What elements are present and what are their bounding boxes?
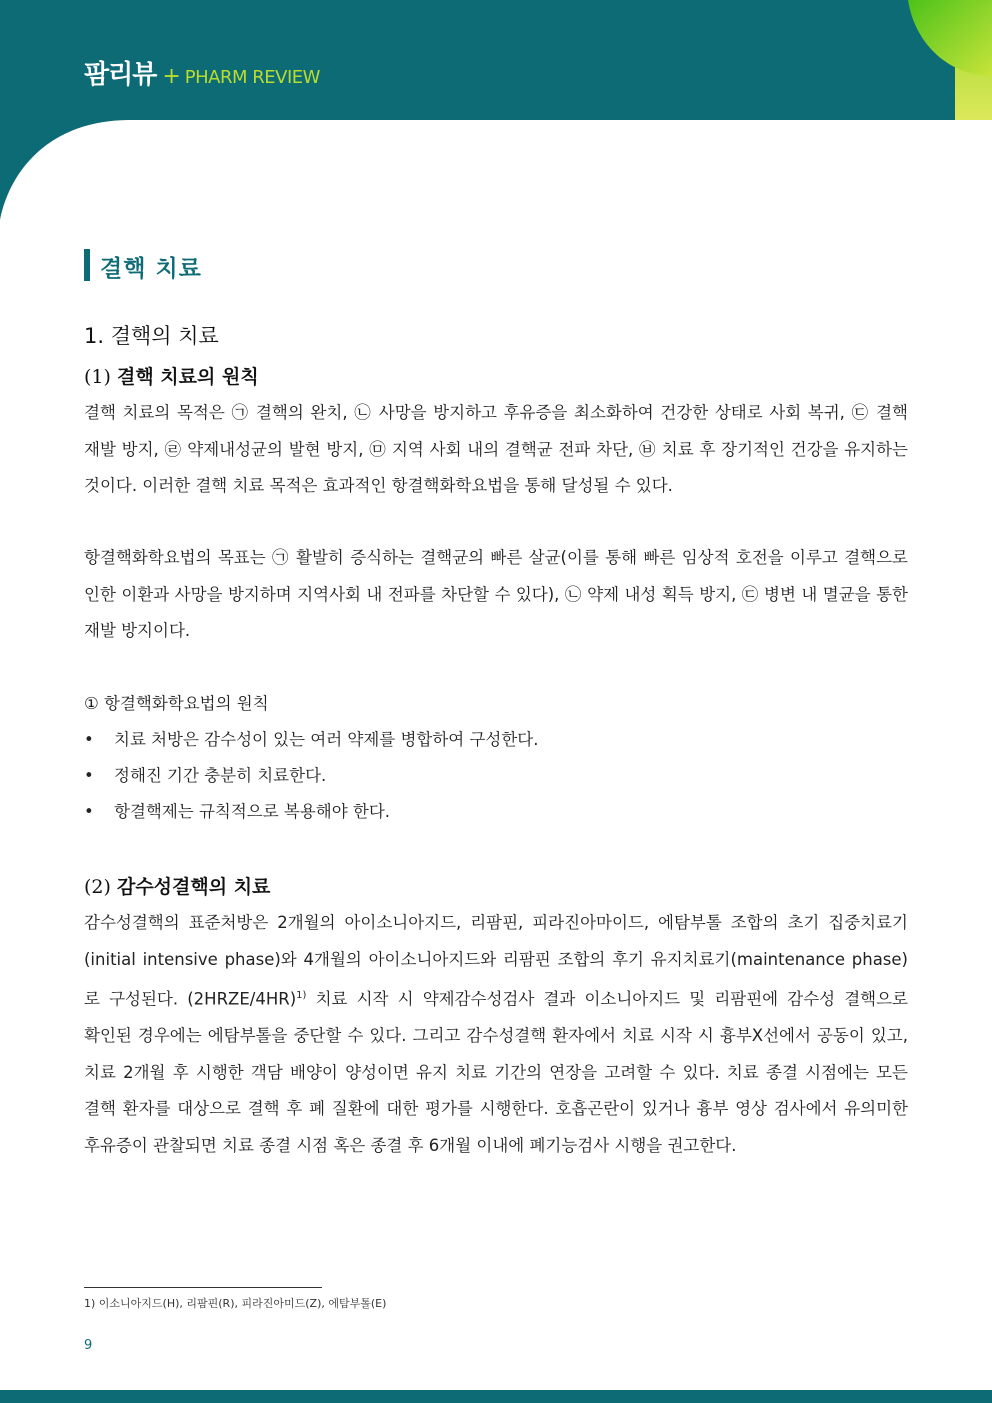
section-title-bar bbox=[84, 249, 90, 281]
footer-bar bbox=[0, 1390, 992, 1403]
subheading-2-title: 감수성결핵의 치료 bbox=[116, 876, 271, 898]
bullet-text: 치료 처방은 감수성이 있는 여러 약제를 병합하여 구성한다. bbox=[114, 730, 539, 749]
bullet-item bbox=[84, 798, 390, 822]
paragraph-susceptible-tb-part2: 치료 시작 시 약제감수성검사 결과 이소니아지드 및 리팜핀에 감수성 결핵으로 확인된 경우에는 에탐부톨을 중단할 수 있다. 그리고 감수성결핵 환자에서 치료 시작 시 흉부X선에서 공동이 있고, 치료 2개월 후 시행한 객담 배양이 양성이면 유지 치료 기간의 연장을 고려할 수 있다. 치료 종결 시점에는 모든 결핵 환자를 대상으로 결핵 후 폐 질환에 대한 평가를 시행한다. 호흡곤란이 있거나 흉부 영상 검사에서 유의미한 후유증이 관찰되면 치료 종결 시점 혹은 종결 후 6개월 이내에 폐기능검사 시행을 권고한다. bbox=[84, 989, 908, 1155]
bullet-item bbox=[84, 762, 326, 786]
bullet-symbol: • bbox=[84, 766, 94, 785]
footnote: 1) 이소니아지드(H), 리팜핀(R), 피라진아미드(Z), 에탐부톨(E) bbox=[84, 1297, 387, 1310]
subheading-1-title: 결핵 치료의 원칙 bbox=[116, 366, 259, 388]
bullet-text: 정해진 기간 충분히 치료한다. bbox=[114, 766, 327, 785]
subheading-2-number: (2) bbox=[84, 876, 111, 898]
brand-plus: + bbox=[162, 64, 181, 89]
bullet-item bbox=[84, 726, 539, 750]
bullet-symbol: • bbox=[84, 802, 94, 821]
bullet-symbol: • bbox=[84, 730, 94, 749]
subheading-1-number: (1) bbox=[84, 366, 111, 388]
footnote-divider bbox=[84, 1287, 322, 1288]
principle-heading: ① 항결핵화학요법의 원칙 bbox=[84, 694, 269, 713]
bullet-text: 항결핵제는 규칙적으로 복용해야 한다. bbox=[114, 802, 391, 821]
subheading-1 bbox=[84, 362, 259, 389]
paragraph-susceptible-tb-part1: 감수성결핵의 표준처방은 2개월의 아이소니아지드, 리팜핀, 피라진아마이드, 에탐부톨 조합의 초기 집중치료기(initial intensive phase)와 4개월의 아이소니아지드와 리팜핀 조합의 후기 유지치료기(maintenance phase)로 구성된다. (2HRZE/4HR) bbox=[84, 913, 908, 1009]
subheading-2 bbox=[84, 872, 270, 899]
heading-1: 1. 결핵의 치료 bbox=[84, 324, 219, 348]
brand-english: PHARM REVIEW bbox=[184, 67, 320, 88]
paragraph-chemotherapy-goals: 항결핵화학요법의 목표는 ㉠ 활발히 증식하는 결핵균의 빠른 살균(이를 통해 빠른 임상적 호전을 이루고 결핵으로 인한 이환과 사망을 방지하며 지역사회 내 전파를 차단할 수 있다), ㉡ 약제 내성 획득 방지, ㉢ 병변 내 멸균을 통한 재발 방지이다. bbox=[84, 548, 908, 640]
paragraph-treatment-goals: 결핵 치료의 목적은 ㉠ 결핵의 완치, ㉡ 사망을 방지하고 후유증을 최소화하여 건강한 상태로 사회 복귀, ㉢ 결핵 재발 방지, ㉣ 약제내성균의 발현 방지, ㉤ 지역 사회 내의 결핵균 전파 차단, ㉥ 치료 후 장기적인 건강을 유지하는 것이다. 이러한 결핵 치료 목적은 효과적인 항결핵화학요법을 통해 달성될 수 있다. bbox=[84, 403, 908, 495]
header-background bbox=[0, 0, 992, 220]
page-number: 9 bbox=[84, 1338, 93, 1353]
brand-korean: 팜리뷰 bbox=[84, 60, 157, 90]
brand-logo bbox=[84, 54, 320, 91]
section-title-text: 결핵 치료 bbox=[100, 256, 202, 282]
footnote-reference: 1) bbox=[296, 990, 307, 1001]
paragraph-susceptible-tb bbox=[84, 905, 908, 1164]
